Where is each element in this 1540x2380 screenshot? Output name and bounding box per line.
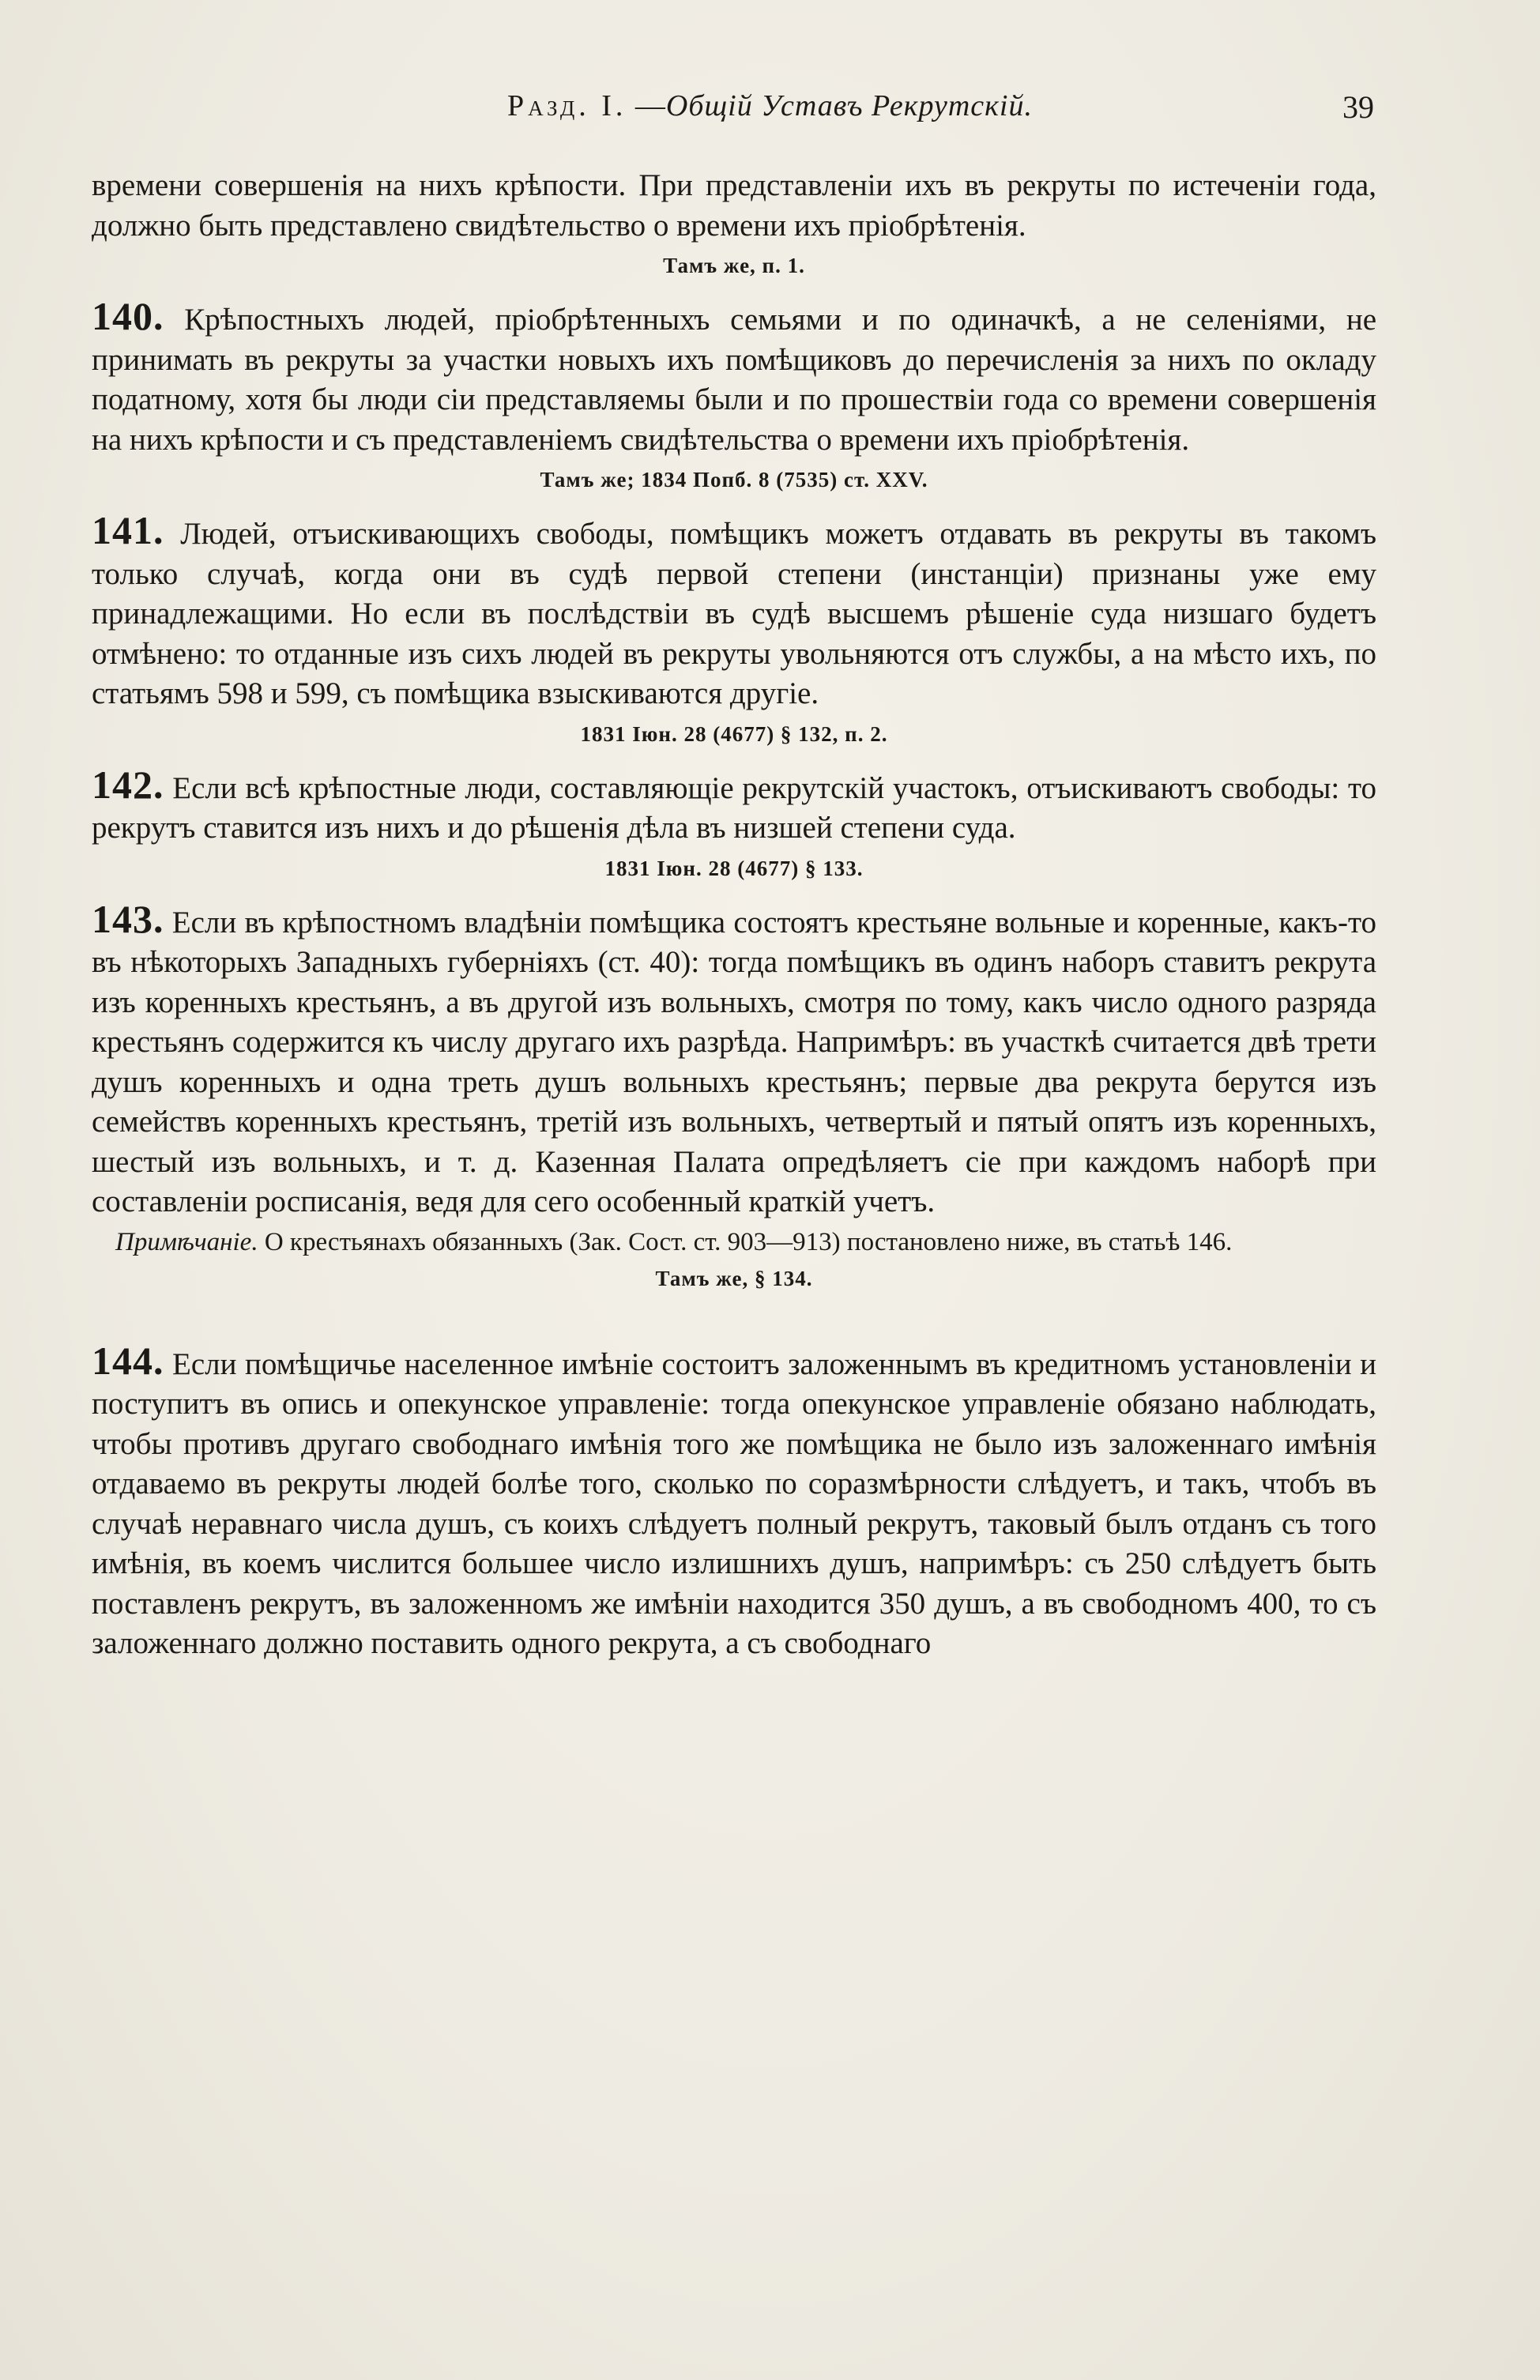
source-citation: Тамъ же, § 134. [655,1266,813,1290]
article-141 [92,510,1376,714]
article-number: 142. [92,762,164,807]
article-note [92,1226,1376,1259]
book-title: Общій Уставъ Рекрутскій. [665,89,1033,122]
article-144 [92,1338,1376,1664]
article-number: 144. [92,1338,164,1383]
title-dash: — [627,89,666,122]
running-head [0,88,1540,136]
source-citation: Тамъ же; 1834 Попб. 8 (7535) ст. XXV. [540,468,928,491]
article-text: Если всѣ крѣпостные люди, составляющіе рекрутскій участокъ, отъискиваютъ свободы: то рекрутъ ставится изъ нихъ и до рѣшенія дѣла въ низшей степени суда. [92,770,1377,845]
note-text: О крестьянахъ обязанныхъ (Зак. Сост. ст. 903—913) постановлено ниже, въ статьѣ 146. [258,1227,1233,1256]
main-text [92,166,1376,1664]
continuation-paragraph: времени совершенія на нихъ крѣпости. При представленіи ихъ въ рекруты по истеченіи года, должно быть представлено свидѣтельство о времени ихъ пріобрѣтенія. [92,168,1376,243]
article-number: 141. [92,508,164,552]
article-143 [92,896,1376,1222]
source-citation: 1831 Іюн. 28 (4677) § 133. [604,856,864,880]
article-text: Людей, отъискивающихъ свободы, помѣщикъ можетъ отдавать въ рекруты въ такомъ только случаѣ, когда они въ судѣ первой степени (инстанціи) признаны уже ему принадлежащими. Но если въ послѣдствіи въ судѣ высшемъ рѣшеніе суда низшаго будетъ отмѣнено: то отданные изъ сихъ людей въ рекруты увольняются отъ службы, а на мѣсто ихъ, по статьямъ 598 и 599, съ помѣщика взыскиваются другіе. [92,517,1377,710]
article-text: Крѣпостныхъ людей, пріобрѣтенныхъ семьями и по одиначкѣ, а не селеніями, не принимать въ рекруты за участки новыхъ ихъ помѣщиковъ до перечисленія за нихъ по окладу податному, хотя бы люди сіи представляемы были и по прошествіи года со времени совершенія на нихъ крѣпости и съ представленіемъ свидѣтельства о времени ихъ пріобрѣтенія. [92,303,1377,457]
note-label: Примѣчаніе. [115,1227,258,1256]
article-142 [92,762,1377,849]
article-number: 143. [92,896,164,941]
source-citation: Тамъ же, п. 1. [663,254,805,277]
article-text: Если помѣщичье населенное имѣніе состоитъ заложеннымъ въ кредитномъ установленіи и поступитъ въ опись и опекунское управленіе: тогда опекунское управленіе обязано наблюдать, чтобы противъ другаго свободнаго имѣнія того же помѣщика не было изъ заложеннаго имѣнія отдаваемо въ рекруты людей болѣе того, сколько по соразмѣрности слѣдуетъ, и такъ, чтобъ въ случаѣ неравнаго числа душъ, съ коихъ слѣдуетъ полный рекрутъ, таковый былъ отданъ съ того имѣнія, въ коемъ числится большее число излишнихъ душъ, напримѣръ: съ 250 слѣдуетъ быть поставленъ рекрутъ, въ заложенномъ же имѣніи находится 350 душъ, а въ свободномъ 400, то съ заложеннаго должно поставить одного рекрута, а съ свободнаго [92,1346,1376,1660]
article-text: Если въ крѣпостномъ владѣніи помѣщика состоятъ крестьяне вольные и коренные, какъ-то въ нѣкоторыхъ Западныхъ губерніяхъ (ст. 40): тогда помѣщикъ въ одинъ наборъ ставитъ рекрута изъ коренныхъ крестьянъ, а въ другой изъ вольныхъ, смотря по тому, какъ число одного разряда крестьянъ содержится къ числу другаго ихъ разрѣда. Напримѣръ: въ участкѣ считается двѣ трети душъ коренныхъ и одна треть душъ вольныхъ крестьянъ; первые два рекрута берутся изъ семействъ коренныхъ крестьянъ, третій изъ вольныхъ, четвертый и пятый опятъ изъ коренныхъ, шестый изъ вольныхъ, и т. д. Казенная Палата опредѣляетъ сіе при каждомъ наборѣ при составленіи росписанія, ведя для сего особенный краткій учетъ. [92,905,1376,1218]
article-140 [92,296,1376,460]
running-title [0,88,1540,123]
spacer [92,1309,1376,1341]
section-label: Разд. I. [507,89,627,122]
article-number: 140. [92,294,164,338]
source-citation: 1831 Іюн. 28 (4677) § 132, п. 2. [580,721,888,746]
page-number: 39 [1342,89,1374,125]
